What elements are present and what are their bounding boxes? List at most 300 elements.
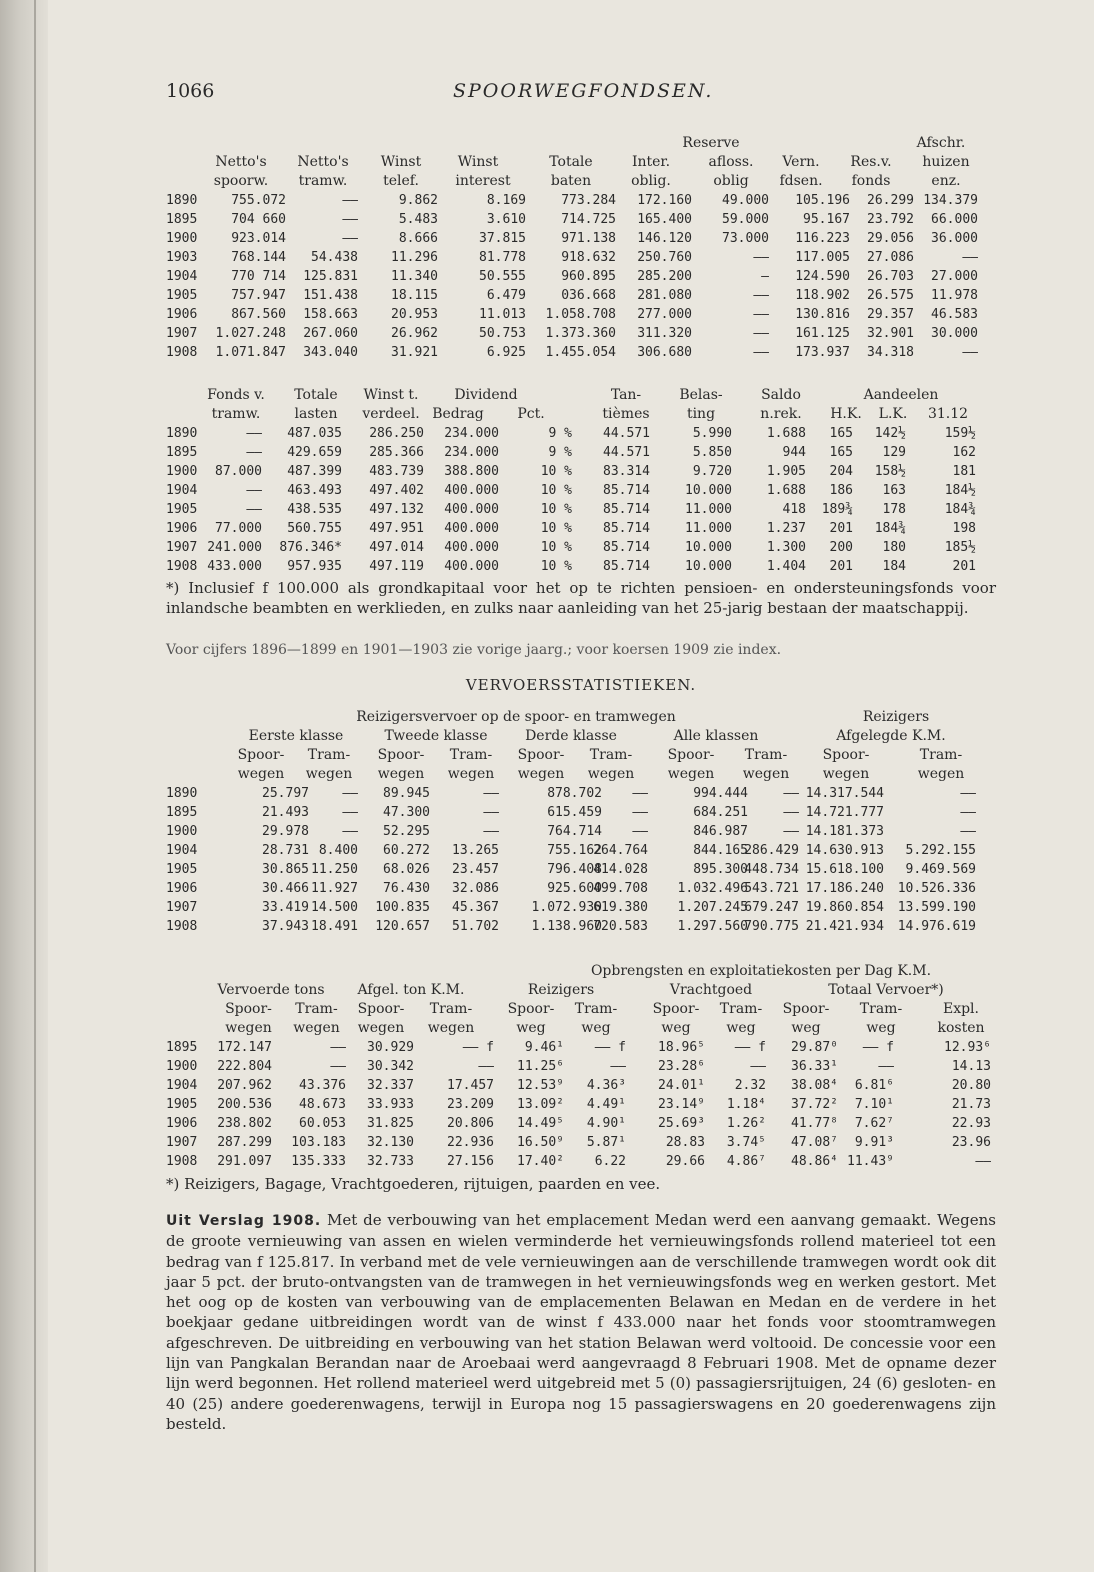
column-header: Spoor- [237,747,285,763]
table-cell: 146.120 [637,231,692,246]
table-row [166,248,996,267]
column-header: Tram- [859,1001,903,1017]
table-cell: 30.865 [262,862,309,877]
column-header: Totaal Vervoer*) [828,982,944,998]
table-header-row [166,1000,996,1019]
table-cell: 10.000 [685,483,732,498]
table-cell: 285.200 [637,269,692,284]
table-row [166,1038,996,1057]
column-header: n.rek. [760,406,802,422]
running-title: SPOORWEGFONDSEN. [453,80,714,102]
column-header: Netto's [297,154,349,170]
column-header: wegen [225,1020,272,1036]
table-row [166,898,996,917]
table-row [166,538,996,557]
table-cell: 180 [882,540,906,555]
column-header: Tram- [589,747,633,763]
table-cell: 29.87⁰ [791,1040,838,1055]
table-cell: 1.905 [766,464,806,479]
table-row [166,879,996,898]
table-cell: 876.346* [279,540,342,555]
column-header: Spoor- [507,1001,555,1017]
table-cell: —— [246,483,262,498]
table-cell: —— [246,502,262,517]
column-header: Tram- [449,747,493,763]
table-cell: 619.380 [593,900,648,915]
table-row [166,1095,996,1114]
table-cell: 161.125 [795,326,850,341]
table-cell: 944 [782,445,806,460]
table-row [166,500,996,519]
table-cell: 1.071.847 [215,345,286,360]
column-header: afloss. [708,154,754,170]
column-header: wegen [237,766,285,782]
table-cell: 11.978 [931,288,978,303]
column-header: wegen [447,766,495,782]
table-cell: 8.400 [318,843,358,858]
table-cell: 198 [952,521,976,536]
row-year: 1895 [166,212,198,227]
table-cell: 11.927 [311,881,358,896]
table-cell: 46.583 [931,307,978,322]
table-cell: 483.739 [369,464,424,479]
column-header: enz. [931,173,961,189]
table-cell: —— [960,824,976,839]
table-cell: 714.725 [561,212,616,227]
table-cell: 20.80 [951,1078,991,1093]
row-year: 1903 [166,250,198,265]
table-cell: 497.132 [369,502,424,517]
table-cell: 9.469.569 [905,862,976,877]
table-cell: 162 [952,445,976,460]
table-cell: —— [962,345,978,360]
table-cell: 29.357 [867,307,914,322]
table-cell: 23.792 [867,212,914,227]
table-cell: 773.284 [561,193,616,208]
table-cell: 76.430 [383,881,430,896]
table-cell: 400.000 [444,521,499,536]
column-header: Spoor- [782,1001,830,1017]
table-cell: 14.500 [311,900,358,915]
column-header: Afgel. ton K.M. [357,982,465,998]
table-cell: —— [960,805,976,820]
table-cell: 185½ [944,540,976,555]
column-header: Spoor- [357,1001,405,1017]
table-cell: 30.466 [262,881,309,896]
table-cell: 17.186.240 [805,881,884,896]
table-cell: —— [878,1059,894,1074]
report-paragraph [166,1210,996,1434]
table-cell: 10.526.336 [897,881,976,896]
row-year: 1890 [166,193,198,208]
table-cell: 1.26² [726,1116,766,1131]
revenue-table [166,962,996,1171]
table-cell: 51.702 [452,919,499,934]
table-cell: 1.455.054 [545,345,616,360]
column-header: 31.12 [927,406,969,422]
table-cell: 448.734 [744,862,799,877]
table-cell: 994.444 [693,786,748,801]
row-year: 1906 [166,1116,198,1131]
table-cell: 497.014 [369,540,424,555]
table-cell: 48.673 [299,1097,346,1112]
table-cell: 201 [952,559,976,574]
section-title: VERVOERSSTATISTIEKEN. [465,676,697,694]
row-year: 1890 [166,426,198,441]
table-cell: 1.688 [766,426,806,441]
table-cell: 30.929 [367,1040,414,1055]
table-cell: 388.800 [444,464,499,479]
column-header: Tram- [429,1001,473,1017]
table-cell: 1.300 [766,540,806,555]
column-header: lasten [294,406,338,422]
table-cell: 400.000 [444,502,499,517]
table-cell: 21.493 [262,805,309,820]
table-cell: 17.457 [447,1078,494,1093]
table-cell: 222.804 [217,1059,272,1074]
row-year: 1900 [166,464,198,479]
financial-table [166,134,996,362]
column-header: interest [455,173,511,189]
table-cell: 433.000 [207,559,262,574]
table-cell: 32.901 [867,326,914,341]
column-header: wegen [742,766,790,782]
row-year: 1905 [166,288,198,303]
table-cell: 4.90¹ [586,1116,626,1131]
table-cell: 24.01¹ [658,1078,705,1093]
table-cell: 14.721.777 [805,805,884,820]
table-row [166,267,996,286]
table-row [166,462,996,481]
column-header: wegen [917,766,965,782]
column-header: Reserve [682,135,740,151]
table-cell: 22.936 [447,1135,494,1150]
table-cell: 438.535 [287,502,342,517]
footnote-inclusief: *) Inclusief f 100.000 als grondkapitaal voor het op te richten pensioen- en ondersteuningsfonds voor inlandsche beambten en werklieden, en zulks naar aanleiding van het 25-jarig bestaan der maatschappij. [166,579,996,617]
table-cell: —— [330,1040,346,1055]
table-cell: 18.96⁵ [658,1040,705,1055]
table-cell: —— [246,445,262,460]
table-cell: 343.040 [303,345,358,360]
footnote-totaal-vervoer: *) Reizigers, Bagage, Vrachtgoederen, rijtuigen, paarden en vee. [166,1175,661,1193]
table-cell: 4.86⁷ [726,1154,766,1169]
table-cell: 463.493 [287,483,342,498]
table-cell: 790.775 [744,919,799,934]
row-year: 1908 [166,919,198,934]
table-cell: 267.060 [303,326,358,341]
table-cell: 400.000 [444,540,499,555]
table-cell: 52.295 [383,824,430,839]
table-cell: 10.000 [685,540,732,555]
column-header: Pct. [517,406,545,422]
table-row [166,324,996,343]
table-cell: —— [342,231,358,246]
table-cell: 85.714 [603,521,650,536]
column-header: Totale [549,154,593,170]
column-header: Tweede klasse [384,728,488,744]
table-cell: 105.196 [795,193,850,208]
table-cell: 60.053 [299,1116,346,1131]
table-cell: 679.247 [744,900,799,915]
table-cell: —— [753,345,769,360]
table-cell: 241.000 [207,540,262,555]
table-cell: 238.802 [217,1116,272,1131]
table-cell: 895.300 [693,862,748,877]
table-cell: 134.379 [923,193,978,208]
row-year: 1906 [166,521,198,536]
table-cell: 44.571 [603,426,650,441]
column-header: Alle klassen [673,728,759,744]
table-cell: 25.69³ [658,1116,705,1131]
row-year: 1900 [166,1059,198,1074]
column-header: Belas- [679,387,723,403]
table-cell: 118.902 [795,288,850,303]
table-cell: —— [342,193,358,208]
table-cell: 27.086 [867,250,914,265]
column-header: Spoor- [377,747,425,763]
table-cell: —— [342,805,358,820]
column-header: Aandeelen [863,387,939,403]
table-cell: 5.990 [692,426,732,441]
table-cell: 497.119 [369,559,424,574]
table-cell: 9 % [548,426,572,441]
table-cell: 796.408 [547,862,602,877]
table-cell: 68.026 [383,862,430,877]
table-header-row [166,386,996,405]
column-header: wegen [517,766,565,782]
table-cell: 5.850 [692,445,732,460]
table-row [166,822,996,841]
table-cell: 33.933 [367,1097,414,1112]
table-cell: 73.000 [722,231,769,246]
column-header: wegen [822,766,870,782]
table-cell: 30.342 [367,1059,414,1074]
table-cell: 11.296 [391,250,438,265]
table-cell: 1.027.248 [215,326,286,341]
column-header: Spoor- [822,747,870,763]
table-cell: 844.165 [693,843,748,858]
table-cell: 14.181.373 [805,824,884,839]
table-cell: 184¾ [874,521,906,536]
table-cell: —— [783,786,799,801]
table-cell: —— [753,250,769,265]
table-cell: 124.590 [795,269,850,284]
table-row [166,841,996,860]
table-cell: 6.479 [486,288,526,303]
table-cell: 418 [782,502,806,517]
table-cell: —— [753,307,769,322]
column-header: Tram- [295,1001,338,1017]
table-cell: 10 % [540,502,572,517]
table-cell: 560.755 [287,521,342,536]
column-header: fonds [851,173,891,189]
table-cell: —— [632,786,648,801]
table-cell: 11.340 [391,269,438,284]
column-header: tramw. [298,173,348,189]
table-cell: —— [478,1059,494,1074]
table-cell: 125.831 [303,269,358,284]
table-row [166,286,996,305]
row-year: 1905 [166,502,198,517]
table-row [166,519,996,538]
table-cell: — [761,269,769,284]
table-cell: 50.753 [479,326,526,341]
column-header: Netto's [215,154,267,170]
column-header: wegen [587,766,635,782]
table-cell: 21.421.934 [805,919,884,934]
table-cell: —— [483,786,499,801]
table-cell: 37.815 [479,231,526,246]
table-cell: 277.000 [637,307,692,322]
table-cell: 49.000 [722,193,769,208]
table-cell: 165 [829,445,853,460]
table-cell: 1.058.708 [545,307,616,322]
table-cell: 16.50⁹ [517,1135,564,1150]
table-header-row [166,134,996,153]
table-cell: 15.618.100 [805,862,884,877]
table-cell: 204 [829,464,853,479]
row-year: 1907 [166,1135,198,1150]
table-cell: 9.91³ [854,1135,894,1150]
column-header: Tram- [919,747,963,763]
table-row [166,481,996,500]
table-cell: 29.978 [262,824,309,839]
table-cell: 1.404 [766,559,806,574]
column-header: L.K. [878,406,908,422]
table-cell: 32.733 [367,1154,414,1169]
table-cell: 32.086 [452,881,499,896]
reference-note: Voor cijfers 1896—1899 en 1901—1903 zie vorige jaarg.; voor koersen 1909 zie index. [166,642,782,658]
table-cell: 6.22 [594,1154,626,1169]
table-cell: 234.000 [444,426,499,441]
table-cell: 1.18⁴ [726,1097,766,1112]
table-cell: 720.583 [593,919,648,934]
table-cell: 27.000 [931,269,978,284]
table-cell: 54.438 [311,250,358,265]
table-cell: 704 660 [231,212,286,227]
column-header: wegen [427,1020,475,1036]
table-cell: 12.93⁶ [944,1040,991,1055]
row-year: 1904 [166,483,198,498]
column-header: huizen [922,154,970,170]
table-header-row [166,1019,996,1038]
table-cell: 1.297.560 [677,919,748,934]
column-header: Spoor- [517,747,565,763]
table-cell: 8.169 [486,193,526,208]
table-cell: 32.130 [367,1135,414,1150]
table-cell: 10 % [540,540,572,555]
table-cell: 306.680 [637,345,692,360]
table-cell: 158½ [874,464,906,479]
table-cell: 281.080 [637,288,692,303]
table-cell: 21.73 [951,1097,991,1112]
column-header: spoorw. [213,173,269,189]
table-cell: 26.703 [867,269,914,284]
table-cell: —— f [462,1040,494,1055]
table-cell: 770 714 [231,269,286,284]
table-cell: 543.721 [744,881,799,896]
column-header: Fonds v. [207,387,265,403]
table-cell: 3.74⁵ [726,1135,766,1150]
table-cell: 130.816 [795,307,850,322]
table-cell: 846.987 [693,824,748,839]
table-cell: —— f [862,1040,894,1055]
table-cell: 615.459 [547,805,602,820]
table-cell: —— f [594,1040,626,1055]
table-cell: —— [960,786,976,801]
row-year: 1907 [166,326,198,341]
table-row [166,1114,996,1133]
table-cell: 036.668 [561,288,616,303]
table-cell: 23.457 [452,862,499,877]
table-cell: 878.702 [547,786,602,801]
table-cell: —— [783,805,799,820]
table-header-row [166,153,996,172]
table-header-row [166,708,996,727]
page-header [166,80,996,104]
table-cell: 184 [882,559,906,574]
table-cell: 11.250 [311,862,358,877]
table-cell: 311.320 [637,326,692,341]
table-cell: 172.147 [217,1040,272,1055]
table-cell: 971.138 [561,231,616,246]
table-cell: 89.945 [383,786,430,801]
table-cell: 684.251 [693,805,748,820]
table-cell: 11.43⁹ [847,1154,894,1169]
table-row [166,1152,996,1171]
row-year: 1895 [166,1040,198,1055]
table-cell: 95.167 [803,212,850,227]
table-cell: 957.935 [287,559,342,574]
row-year: 1907 [166,540,198,555]
table-cell: —— [342,786,358,801]
table-cell: 23.28⁶ [658,1059,705,1074]
table-cell: 2.32 [734,1078,766,1093]
table-cell: 26.575 [867,288,914,303]
table-cell: 47.300 [383,805,430,820]
column-header: Reizigers [862,709,930,725]
column-header: weg [866,1020,896,1036]
table-cell: 181 [952,464,976,479]
table-cell: 918.632 [561,250,616,265]
table-row [166,424,996,443]
column-header: tramw. [211,406,261,422]
table-cell: 189¾ [821,502,853,517]
table-cell: —— [783,824,799,839]
table-header-row [166,962,996,981]
table-cell: 757.947 [231,288,286,303]
table-cell: 47.08⁷ [791,1135,838,1150]
table-cell: 19.860.854 [805,900,884,915]
row-year: 1908 [166,1154,198,1169]
table-cell: 22.93 [951,1116,991,1131]
table-row [166,917,996,936]
table-cell: 10 % [540,559,572,574]
column-header: Inter. [631,154,671,170]
dividend-table [166,386,996,576]
table-cell: 33.419 [262,900,309,915]
column-header: Tan- [610,387,642,403]
table-row [166,1133,996,1152]
table-row [166,443,996,462]
table-cell: 487.035 [287,426,342,441]
table-cell: 59.000 [722,212,769,227]
table-row [166,229,996,248]
table-cell: 50.555 [479,269,526,284]
column-header: tièmes [602,406,650,422]
row-year: 1908 [166,559,198,574]
column-header: Tram- [307,747,351,763]
